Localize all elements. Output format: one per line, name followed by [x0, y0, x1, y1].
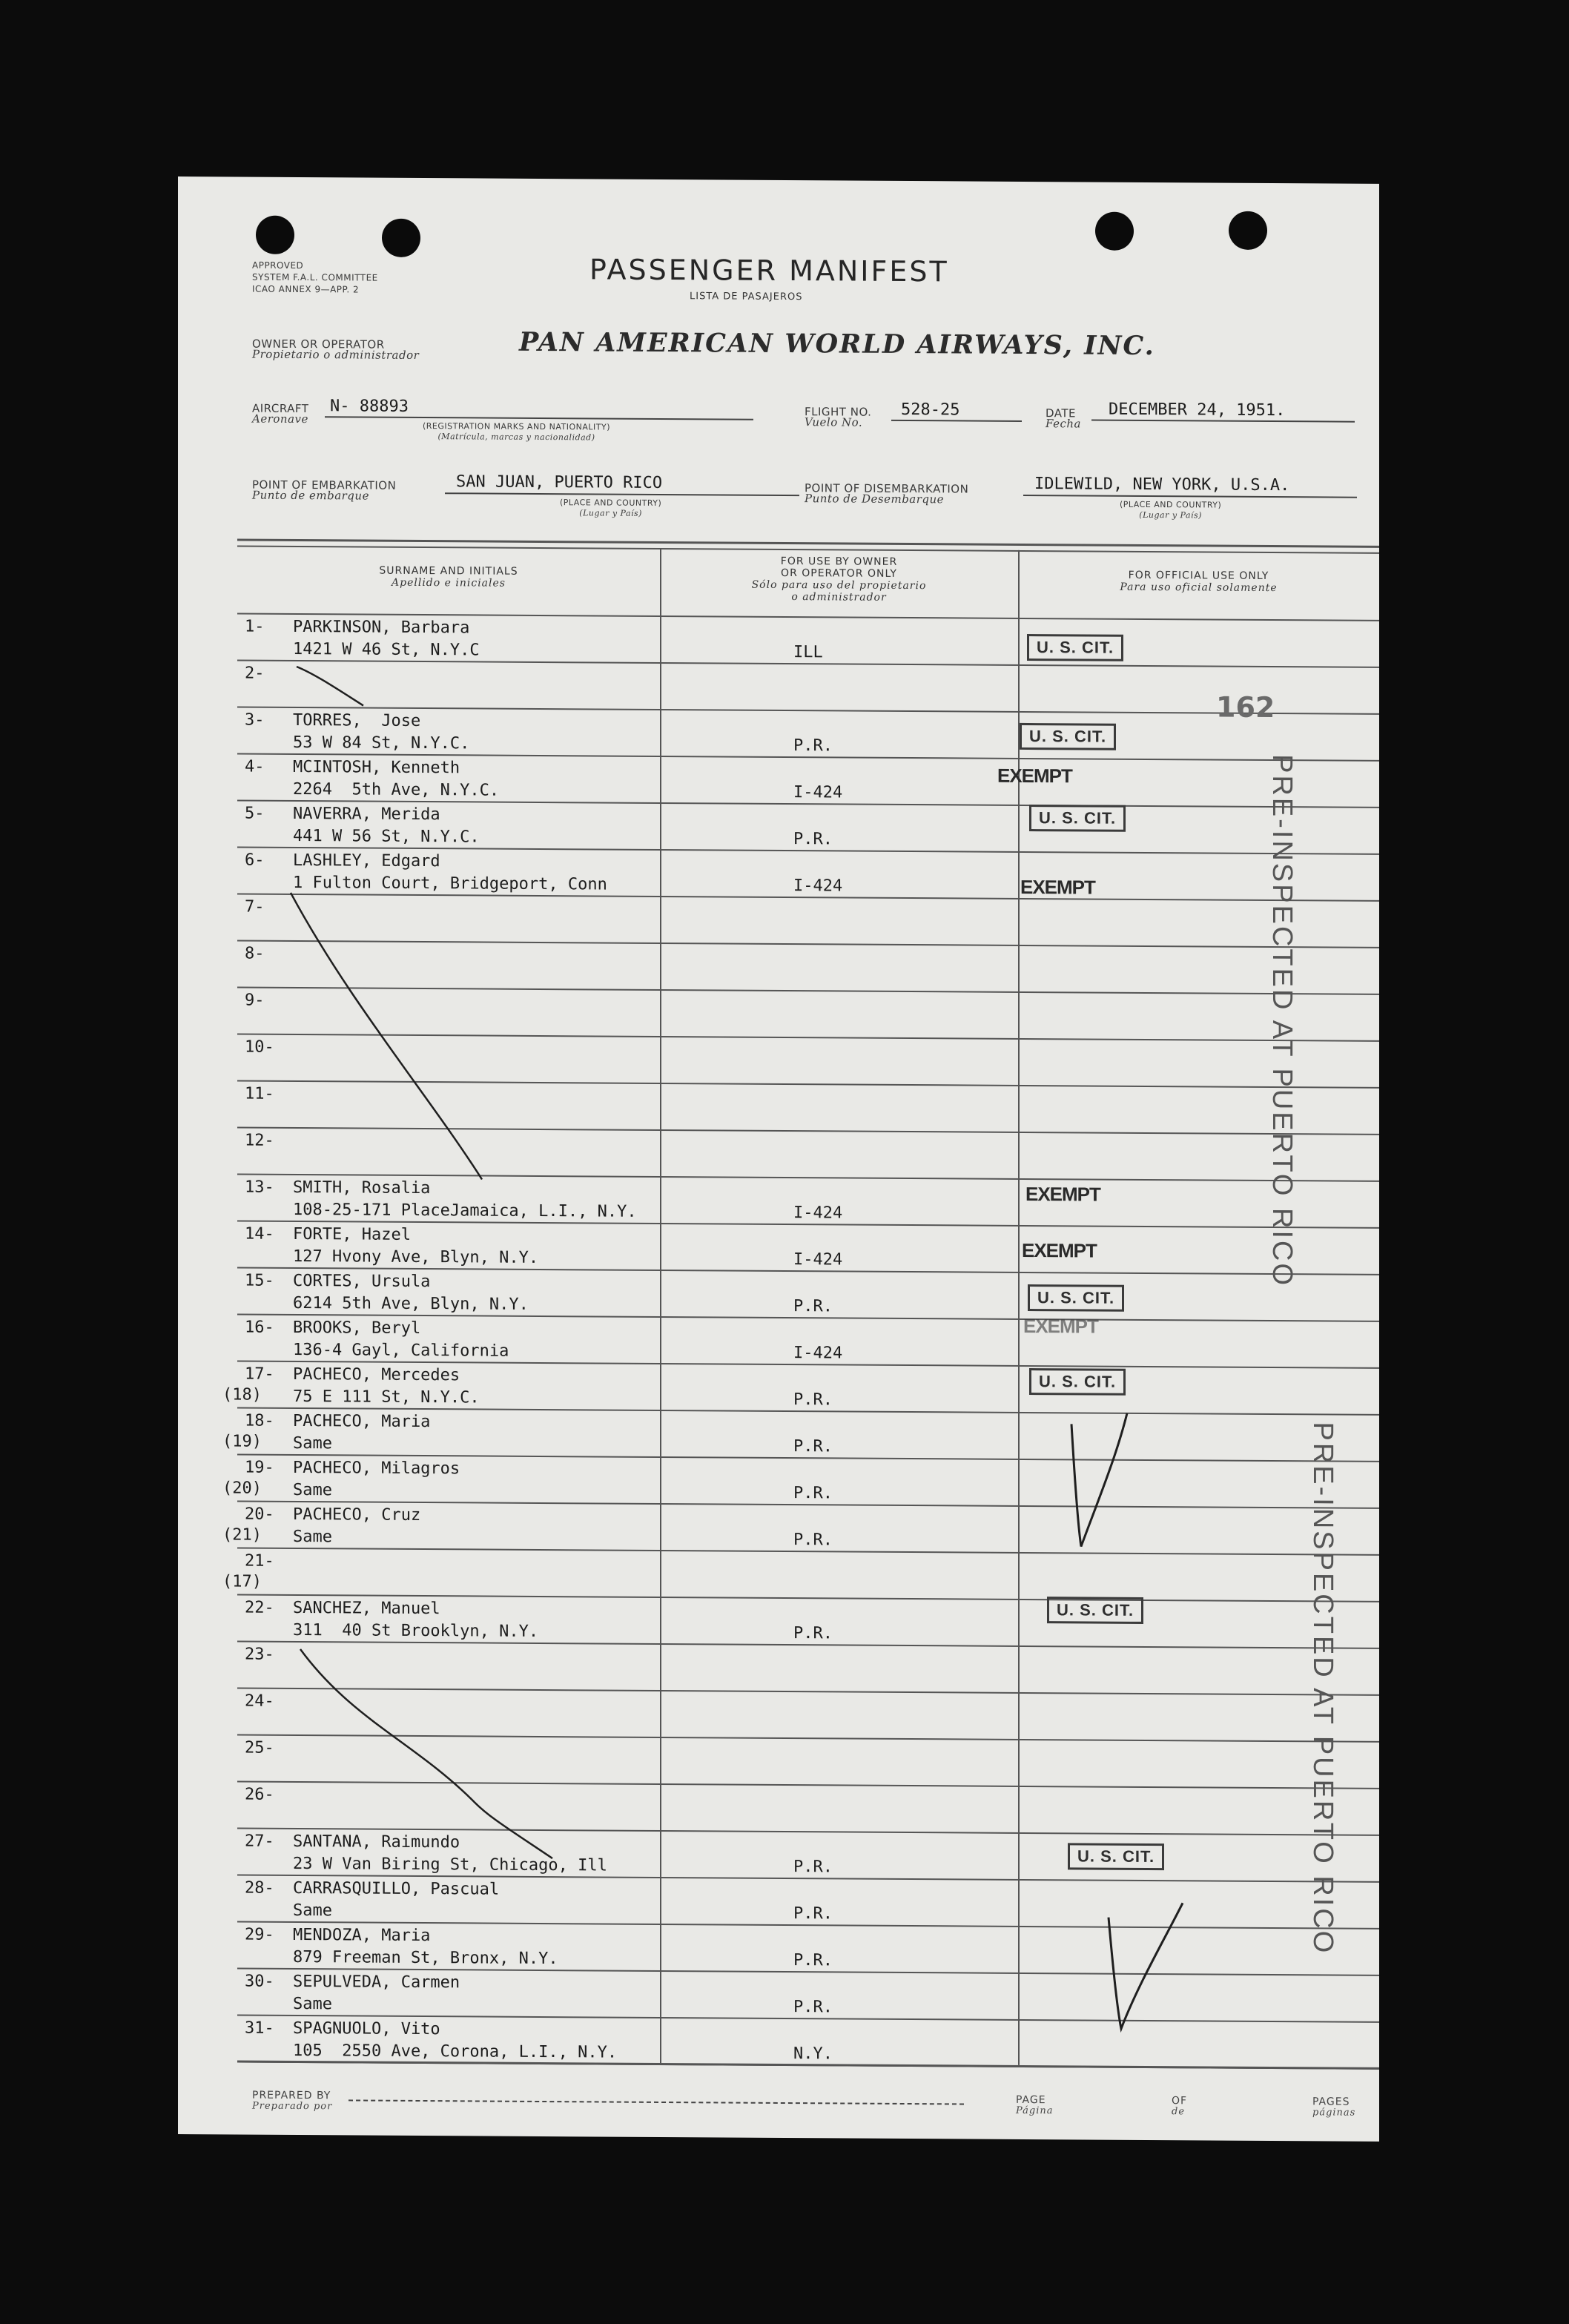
- passenger-address: 127 Hvony Ave, Blyn, N.Y.: [293, 1247, 539, 1267]
- passenger-address: 1421 W 46 St, N.Y.C: [293, 639, 480, 660]
- operator-note: N.Y.: [793, 2044, 833, 2064]
- aircraft-label-en: AIRCRAFT: [252, 401, 309, 416]
- place-note-es: (Lugar y País): [1139, 509, 1202, 521]
- operator-note: P.R.: [793, 1624, 833, 1643]
- disembark-label-es: Punto de Desembarque: [805, 492, 945, 506]
- passenger-name: LASHLEY, Edgard: [293, 851, 440, 871]
- passenger-name: FORTE, Hazel: [293, 1224, 411, 1244]
- us-citizen-stamp: U. S. CIT.: [1047, 1597, 1143, 1624]
- place-note-en: (PLACE AND COUNTRY): [560, 498, 662, 508]
- operator-note: P.R.: [793, 1998, 833, 2017]
- row-number: 31-: [245, 2018, 274, 2038]
- place-note-es: (Lugar y País): [579, 508, 642, 518]
- place-note-en: (PLACE AND COUNTRY): [1120, 499, 1222, 510]
- footer-pages-es: páginas: [1312, 2107, 1356, 2119]
- row-number: 28-: [245, 1878, 274, 1898]
- approval-line: APPROVED: [252, 260, 304, 271]
- row-number: 17-: [245, 1364, 274, 1384]
- aircraft-value: N- 88893: [330, 397, 409, 416]
- strike-line: [291, 893, 482, 1180]
- alt-number: (18): [222, 1385, 262, 1404]
- operator-note: I-424: [793, 783, 843, 802]
- operator-note: P.R.: [793, 736, 833, 756]
- operator-note: P.R.: [793, 1951, 833, 1970]
- page-title: PASSENGER MANIFEST: [589, 253, 949, 288]
- footer-page: [1016, 2095, 1054, 2116]
- passenger-name: BROOKS, Beryl: [293, 1318, 421, 1338]
- footer-pages-en: PAGES: [1312, 2096, 1350, 2108]
- passenger-address: Same: [293, 1994, 332, 2014]
- row-number: 3-: [245, 710, 265, 730]
- passenger-name: SANCHEZ, Manuel: [293, 1598, 440, 1619]
- passenger-address: Same: [293, 1527, 332, 1547]
- column-header-surname-en: SURNAME AND INITIALS: [379, 564, 518, 578]
- operator-note: P.R.: [793, 1531, 833, 1550]
- disembark-value: IDLEWILD, NEW YORK, U.S.A.: [1034, 475, 1290, 495]
- operator-note: P.R.: [793, 1297, 833, 1316]
- row-number: 15-: [245, 1271, 274, 1290]
- strike-line: [297, 667, 363, 706]
- row-number: 12-: [245, 1131, 274, 1150]
- passenger-name: SPAGNUOLO, Vito: [293, 2018, 440, 2039]
- exempt-stamp: EXEMPT: [1020, 875, 1095, 899]
- pre-inspected-stamp: PRE-INSPECTED AT PUERTO RICO: [1266, 753, 1298, 1288]
- operator-note: I-424: [793, 877, 843, 896]
- operator-note: I-424: [793, 1344, 843, 1363]
- passenger-address: 53 W 84 St, N.Y.C.: [293, 733, 470, 753]
- passenger-name: PACHECO, Cruz: [293, 1505, 421, 1525]
- operator-note: P.R.: [793, 1390, 833, 1410]
- row-number: 8-: [245, 944, 265, 963]
- pre-inspected-stamp: PRE-INSPECTED AT PUERTO RICO: [1307, 1422, 1338, 1955]
- operator-note: I-424: [793, 1204, 843, 1223]
- exempt-stamp: EXEMPT: [1022, 1238, 1097, 1262]
- row-number: 24-: [245, 1691, 274, 1711]
- footer-prepared-en: PREPARED BY: [252, 2089, 331, 2102]
- row-number: 7-: [245, 897, 265, 917]
- row-number: 14-: [245, 1224, 274, 1244]
- passenger-address: 2264 5th Ave, N.Y.C.: [293, 779, 500, 800]
- exempt-stamp: EXEMPT: [1025, 1182, 1100, 1206]
- embark-label-en: POINT OF EMBARKATION: [252, 478, 397, 492]
- passenger-name: NAVERRA, Merida: [293, 804, 440, 825]
- footer-pages: [1312, 2096, 1355, 2118]
- passenger-address: Same: [293, 1901, 332, 1921]
- date-label-en: DATE: [1046, 406, 1077, 420]
- footer-of: [1172, 2096, 1187, 2117]
- passenger-address: 441 W 56 St, N.Y.C.: [293, 826, 480, 847]
- us-citizen-stamp: U. S. CIT.: [1020, 723, 1116, 750]
- us-citizen-stamp: U. S. CIT.: [1028, 1284, 1124, 1312]
- passenger-address: 108-25-171 PlaceJamaica, L.I., N.Y.: [293, 1200, 637, 1221]
- column-header-owner-es: o administrador: [791, 591, 887, 604]
- column-header-owner-en: FOR USE BY OWNER: [780, 555, 898, 568]
- check-mark: [1109, 1903, 1183, 2030]
- passenger-address: 1 Fulton Court, Bridgeport, Conn: [293, 873, 607, 894]
- alt-number: (21): [222, 1525, 262, 1545]
- passenger-address: 75 E 111 St, N.Y.C.: [293, 1387, 480, 1407]
- passenger-address: 6214 5th Ave, Blyn, N.Y.: [293, 1293, 529, 1314]
- row-number: 16-: [245, 1318, 274, 1337]
- row-number: 23-: [245, 1645, 274, 1664]
- operator-note: P.R.: [793, 1858, 833, 1877]
- row-number: 19-: [245, 1458, 274, 1477]
- passenger-address: Same: [293, 1480, 332, 1500]
- passenger-address: Same: [293, 1433, 332, 1453]
- row-number: 4-: [245, 757, 265, 776]
- us-citizen-stamp: U. S. CIT.: [1029, 805, 1126, 832]
- approval-line: SYSTEM F.A.L. COMMITTEE: [252, 271, 378, 283]
- row-number: 29-: [245, 1925, 274, 1944]
- passenger-count: 162: [1216, 690, 1275, 724]
- row-number: 9-: [245, 991, 265, 1010]
- column-header-official-en: FOR OFFICIAL USE ONLY: [1128, 569, 1269, 582]
- handwritten-marks: [178, 176, 1379, 2142]
- row-number: 1-: [245, 617, 265, 636]
- us-citizen-stamp: U. S. CIT.: [1068, 1843, 1164, 1870]
- embark-label-es: Punto de embarque: [252, 488, 369, 503]
- manifest-sheet: [178, 176, 1379, 2142]
- operator-note: I-424: [793, 1250, 843, 1270]
- strike-line: [300, 1649, 552, 1858]
- date-label-es: Fecha: [1046, 417, 1081, 431]
- operator-note: P.R.: [793, 1484, 833, 1503]
- flight-label-es: Vuelo No.: [805, 415, 863, 429]
- row-number: 26-: [245, 1785, 274, 1804]
- column-header-owner-es: Sólo para uso del propietario: [751, 578, 927, 592]
- footer-of-es: de: [1172, 2106, 1186, 2118]
- row-number: 13-: [245, 1178, 274, 1197]
- passenger-name: TORRES, Jose: [293, 710, 421, 730]
- footer-of-en: OF: [1172, 2095, 1188, 2107]
- alt-number: (20): [222, 1479, 262, 1498]
- row-number: 2-: [245, 664, 265, 683]
- flight-value: 528-25: [901, 400, 960, 420]
- operator-note: P.R.: [793, 1437, 833, 1456]
- column-header-official-es: Para uso oficial solamente: [1120, 581, 1278, 595]
- registration-note-es: (Matrícula, marcas y nacionalidad): [437, 432, 595, 443]
- footer-page-en: PAGE: [1016, 2093, 1046, 2107]
- passenger-name: PARKINSON, Barbara: [293, 617, 470, 638]
- row-number: 22-: [245, 1598, 274, 1617]
- column-header-owner-en: OR OPERATOR ONLY: [781, 567, 897, 580]
- passenger-address: 311 40 St Brooklyn, N.Y.: [293, 1620, 539, 1641]
- row-number: 27-: [245, 1832, 274, 1851]
- passenger-address: 879 Freeman St, Bronx, N.Y.: [293, 1947, 558, 1969]
- alt-number: (19): [222, 1432, 262, 1451]
- flight-label-en: FLIGHT NO.: [805, 405, 872, 419]
- passenger-name: SEPULVEDA, Carmen: [293, 1972, 460, 1993]
- passenger-name: SANTANA, Raimundo: [293, 1832, 460, 1852]
- passenger-name: CORTES, Ursula: [293, 1271, 431, 1292]
- row-number: 25-: [245, 1738, 274, 1757]
- disembark-label-en: POINT OF DISEMBARKATION: [805, 481, 969, 496]
- footer-prepared: [252, 2090, 332, 2113]
- us-citizen-stamp: U. S. CIT.: [1029, 1368, 1126, 1396]
- row-number: 10-: [245, 1037, 274, 1057]
- row-number: 11-: [245, 1084, 274, 1103]
- operator-note: ILL: [793, 643, 823, 662]
- operator-name: PAN AMERICAN WORLD AIRWAYS, INC.: [519, 326, 1155, 362]
- passenger-name: PACHECO, Mercedes: [293, 1364, 460, 1385]
- embark-value: SAN JUAN, PUERTO RICO: [456, 472, 663, 492]
- row-number: 18-: [245, 1411, 274, 1430]
- row-number: 30-: [245, 1972, 274, 1991]
- registration-note-en: (REGISTRATION MARKS AND NATIONALITY): [423, 421, 611, 432]
- passenger-address: 105 2550 Ave, Corona, L.I., N.Y.: [293, 2041, 618, 2062]
- approval-line: ICAO ANNEX 9—APP. 2: [252, 283, 360, 295]
- passenger-name: MCINTOSH, Kenneth: [293, 757, 460, 778]
- footer-prepared-es: Preparado por: [252, 2100, 333, 2113]
- page-subtitle: LISTA DE PASAJEROS: [690, 291, 803, 303]
- column-header-surname-es: Apellido e iniciales: [392, 576, 506, 590]
- exempt-stamp: EXEMPT: [997, 764, 1072, 788]
- row-number: 20-: [245, 1505, 274, 1524]
- passenger-name: PACHECO, Milagros: [293, 1458, 460, 1479]
- aircraft-label-es: Aeronave: [252, 412, 308, 426]
- owner-label-en: OWNER OR OPERATOR: [252, 337, 385, 351]
- owner-label-es: Propietario o administrador: [252, 347, 420, 362]
- alt-number: (17): [222, 1572, 262, 1591]
- passenger-address: 23 W Van Biring St, Chicago, Ill: [293, 1854, 607, 1875]
- passenger-name: SMITH, Rosalia: [293, 1178, 431, 1198]
- exempt-stamp: EXEMPT: [1023, 1314, 1098, 1338]
- operator-note: P.R.: [793, 830, 833, 849]
- check-mark: [1071, 1413, 1127, 1546]
- footer-page-es: Página: [1016, 2105, 1054, 2117]
- passenger-name: PACHECO, Maria: [293, 1411, 431, 1432]
- row-number: 21-: [245, 1551, 274, 1571]
- row-number: 5-: [245, 804, 265, 823]
- row-number: 6-: [245, 851, 265, 870]
- passenger-name: CARRASQUILLO, Pascual: [293, 1878, 500, 1899]
- us-citizen-stamp: U. S. CIT.: [1027, 634, 1123, 661]
- operator-note: P.R.: [793, 1904, 833, 1924]
- date-value: DECEMBER 24, 1951.: [1109, 400, 1286, 420]
- passenger-address: 136-4 Gayl, California: [293, 1340, 509, 1361]
- passenger-name: MENDOZA, Maria: [293, 1925, 431, 1946]
